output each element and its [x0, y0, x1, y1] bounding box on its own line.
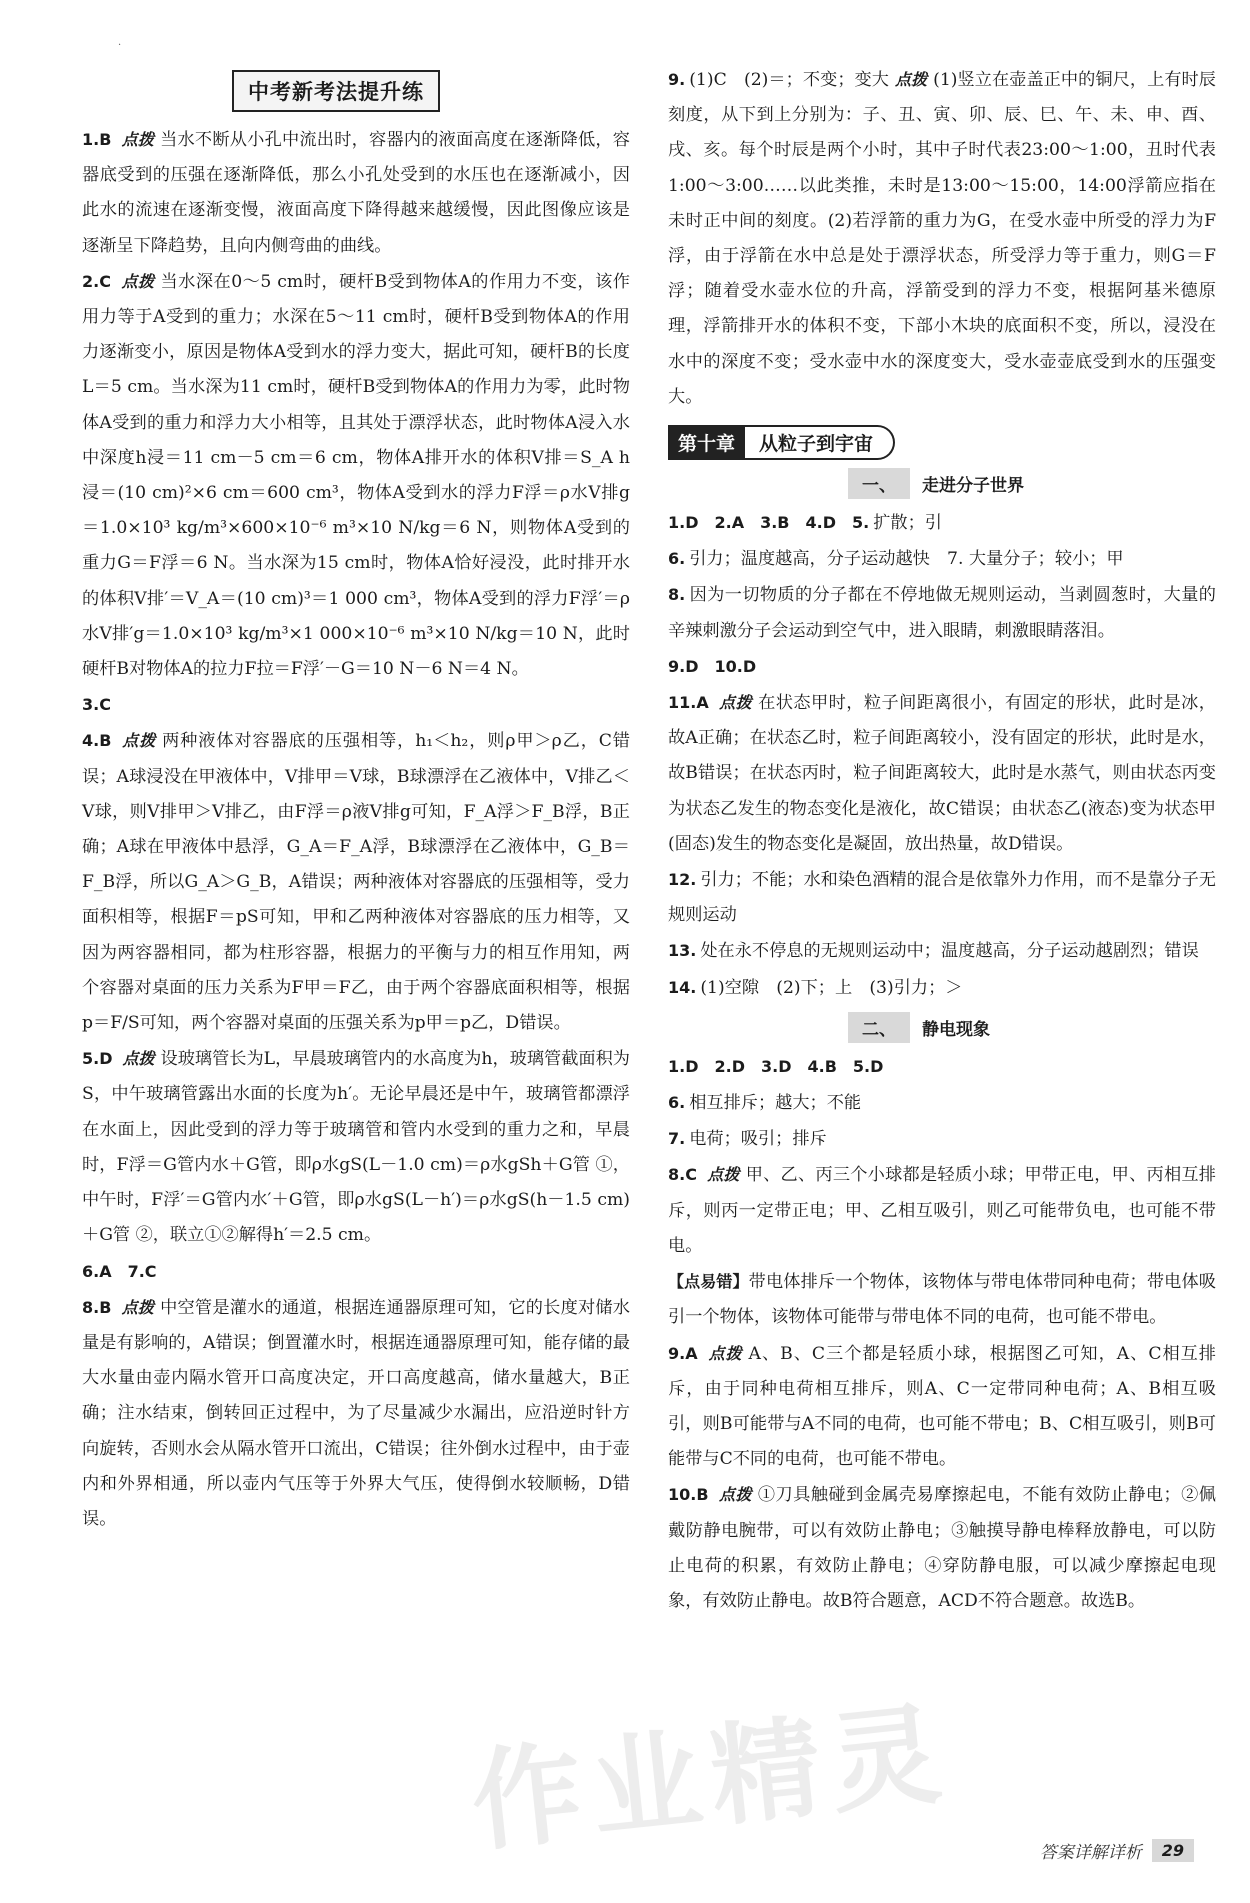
answer-text: 电荷；吸引；排斥: [689, 1129, 827, 1150]
answer-text: 甲、乙、丙三个小球都是轻质小球；甲带正电，甲、丙相互排斥，则丙一定带正电；甲、乙相互吸引，则乙可能带负电，也可能不带电。: [668, 1165, 1216, 1256]
answer-text: 因为一切物质的分子都在不停地做无规则运动，当剥圆葱时，大量的辛辣刺激分子会运动到空气中，进入眼睛，刺激眼睛落泪。: [668, 585, 1216, 641]
hint-label: 点拨: [706, 1165, 740, 1185]
answer-number: 9.D 10.D: [668, 656, 757, 676]
answer-number: 9.: [668, 70, 686, 89]
answer-number: 14.: [668, 977, 697, 997]
answer-text: (1)空隙 (2)下；上 (3)引力；＞: [700, 977, 963, 998]
subsection-number: 一、: [848, 468, 910, 499]
answer-item: [668, 1264, 1216, 1335]
answer-item: [668, 1121, 1216, 1157]
page-footer: [1040, 1838, 1194, 1863]
footer-text: 答案详解详析: [1039, 1843, 1142, 1863]
answer-number: 3.C: [82, 695, 111, 715]
chapter-name: 从粒子到宇宙: [745, 425, 895, 460]
answer-item: [668, 862, 1216, 933]
answer-text: 中空管是灌水的通道，根据连通器原理可知，它的长度对储水量是有影响的，A错误；倒置灌水时，根据连通器原理可知，能存储的最大水量由壶内隔水管开口高度决定，开口高度越高，储水量越大，B正确；注水结束，倒转回正过程中，为了尽量减少水漏出，应沿逆时针方向旋转，否则水会从隔水管开口流出，C错误；往外倒水过程中，由于壶内和外界相通，所以壶内气压等于外界大气压，使得倒水较顺畅，D错误。: [82, 1297, 630, 1529]
answer-number: 10.B: [668, 1485, 709, 1505]
answer-item: [668, 577, 1216, 648]
answer-text: A、B、C三个都是轻质小球，根据图乙可知，A、C相互排斥，由于同种电荷相互排斥，则A、C一定带同种电荷；A、B相互吸引，则B可能带与A不同的电荷，也可能不带电；B、C相互吸引，则B可能带与C不同的电荷，也可能不带电。: [668, 1343, 1216, 1470]
hint-label: 点拨: [718, 1485, 752, 1505]
answer-number: 11.A: [668, 693, 709, 713]
answer-number: 12.: [668, 870, 697, 890]
answer-number: 9.A: [668, 1343, 698, 1363]
answer-item: [668, 649, 1216, 685]
hint-label: 点拨: [120, 271, 155, 291]
answer-item: [82, 723, 630, 1041]
answer-text: 引力；不能；水和染色酒精的混合是依靠外力作用，而不是靠分子无规则运动: [668, 870, 1216, 926]
answer-number: 1.D 2.A 3.B 4.D 5.: [668, 513, 870, 533]
answer-item: [668, 1049, 1216, 1085]
answer-item: [668, 1157, 1216, 1264]
answer-text: 带电体排斥一个物体，该物体与带电体带同种电荷；带电体吸引一个物体，该物体可能带与带电体不同的电荷，也可能不带电。: [668, 1272, 1216, 1328]
right-bottom-answer-list: [668, 1049, 1216, 1619]
answer-item: [82, 1041, 630, 1253]
answer-number: 2.C: [82, 271, 111, 291]
left-column: [82, 62, 630, 1537]
answer-item: [668, 62, 1216, 415]
answer-text: 当水不断从小孔中流出时，容器内的液面高度在逐渐降低，容器底受到的压强在逐渐降低，那么小孔处受到的水压也在逐渐减小，因此水的流速在逐渐变慢，液面高度下降得越来越缓慢，因此图像应该是逐渐呈下降趋势，且向内侧弯曲的曲线。: [82, 130, 630, 256]
hint-label: 点拨: [121, 731, 157, 751]
answer-number: 1.D 2.D 3.D 4.B 5.D: [668, 1056, 884, 1076]
answer-item: [82, 122, 630, 264]
right-column: [668, 62, 1216, 1619]
answer-item: [668, 685, 1216, 862]
hint-label: 点拨: [121, 1297, 155, 1317]
answer-number: 7.: [668, 1129, 686, 1149]
answer-number: 8.B: [82, 1297, 112, 1317]
answer-item: [82, 687, 630, 723]
subsection-name: 走进分子世界: [922, 476, 1024, 497]
answer-short: (1)C (2)＝；不变；变大: [689, 70, 890, 90]
error-tip-label: 【点易错】: [668, 1272, 749, 1292]
answer-item: [82, 1254, 630, 1290]
answer-text: 当水深在0～5 cm时，硬杆B受到物体A的作用力不变，该作用力等于A受到的重力；水深在5～11 cm时，硬杆B受到物体A的作用力逐渐变小，原因是物体A受到水的浮力变大，据此可知，硬杆B的长度L＝5 cm。当水深为11 cm时，硬杆B受到物体A的作用力为零，此时物体A受到的重力和浮力大小相等，且其处于漂浮状态，此时物体A浸入水中深度h浸＝11 cm－5 cm＝6 cm，物体A排开水的体积V排＝S_A h浸＝(10 cm)²×6 cm＝600 cm³，物体A受到水的浮力F浮＝ρ水V排g＝1.0×10³ kg/m³×600×10⁻⁶ m³×10 N/kg＝6 N，则物体A受到的重力G＝F浮＝6 N。当水深为15 cm时，物体A恰好浸没，此时排开水的体积V排′＝V_A＝(10 cm)³＝1 000 cm³，物体A受到的浮力F浮′＝ρ水V排′g＝1.0×10³ kg/m³×1 000×10⁻⁶ m³×10 N/kg＝10 N，此时硬杆B对物体A的拉力F拉＝F浮′－G＝10 N－6 N＝4 N。: [82, 271, 630, 680]
answer-number: 8.C: [668, 1165, 697, 1185]
answer-number: 6.A 7.C: [82, 1261, 157, 1281]
subsection-name: 静电现象: [922, 1019, 990, 1040]
chapter-heading: [668, 425, 1216, 460]
answer-item: [668, 1336, 1216, 1478]
answer-item: [82, 264, 630, 687]
right-mid-answer-list: [668, 505, 1216, 1006]
answer-text: 设玻璃管长为L，早晨玻璃管内的水高度为h，玻璃管截面积为S，中午玻璃管露出水面的长度为h′。无论早晨还是中午，玻璃管都漂浮在水面上，因此受到的浮力等于玻璃管和管内水受到的重力之和，早晨时，F浮＝G管内水＋G管，即ρ水gS(L－1.0 cm)＝ρ水gSh＋G管 ①，中午时，F浮′＝G管内水′＋G管，即ρ水gS(L－h′)＝ρ水gS(h－1.5 cm)＋G管 ②，联立①②解得h′＝2.5 cm。: [82, 1049, 630, 1246]
answer-item: [668, 970, 1216, 1006]
right-top-answer-list: [668, 62, 1216, 415]
header-dot: ·: [118, 40, 122, 51]
answer-text: ①刀具触碰到金属壳易摩擦起电，不能有效防止静电；②佩戴防静电腕带，可以有效防止静电；③触摸导静电棒释放静电，可以防止电荷的积累，有效防止静电；④穿防静电服，可以减少摩擦起电现象，有效防止静电。故B符合题意，ACD不符合题意。故选B。: [668, 1485, 1216, 1611]
subsection-number: 二、: [848, 1012, 910, 1043]
answer-number: 6.: [668, 1093, 686, 1113]
section-title: 中考新考法提升练: [232, 70, 440, 112]
subsection-heading-1: [848, 468, 1216, 499]
answer-number: 13.: [668, 941, 697, 961]
answer-item: [668, 505, 1216, 541]
answer-item: [668, 933, 1216, 969]
hint-label: 点拨: [121, 130, 155, 149]
answer-item: [668, 541, 1216, 577]
subsection-heading-2: [848, 1012, 1216, 1043]
answer-text: 处在永不停息的无规则运动中；温度越高，分子运动越剧烈；错误: [700, 941, 1199, 962]
answer-text: 扩散；引: [873, 513, 942, 534]
answer-number: 4.B: [82, 731, 112, 751]
watermark: 作业精灵: [465, 1689, 957, 1867]
hint-label: 点拨: [895, 70, 928, 89]
page-number: 29: [1152, 1839, 1194, 1862]
answer-text: 在状态甲时，粒子间距离很小，有固定的形状，此时是冰，故A正确；在状态乙时，粒子间距离较小，没有固定的形状，此时是水，故B错误；在状态丙时，粒子间距离较大，此时是水蒸气，则由状态丙变为状态乙发生的物态变化是液化，故C错误；由状态乙(液态)变为状态甲(固态)发生的物态变化是凝固，放出热量，故D错误。: [668, 693, 1216, 854]
left-answer-list: [82, 122, 630, 1537]
hint-label: 点拨: [122, 1049, 155, 1069]
answer-number: 1.B: [82, 130, 112, 149]
chapter-number: 第十章: [668, 425, 745, 460]
hint-label: 点拨: [718, 693, 753, 713]
answer-text: 两种液体对容器底的压强相等，h₁＜h₂，则ρ甲＞ρ乙，C错误；A球浸没在甲液体中，V排甲＝V球，B球漂浮在乙液体中，V排乙＜V球，则V排甲＞V排乙，由F浮＝ρ液V排g可知，F_A浮＞F_B浮，B正确；A球在甲液体中悬浮，G_A＝F_A浮，B球漂浮在乙液体中，G_B＝F_B浮，所以G_A＞G_B，A错误；两种液体对容器底的压强相等，受力面积相等，根据F＝pS可知，甲和乙两种液体对容器底的压力相等，又因为两容器相同，都为柱形容器，根据力的平衡与力的相互作用知，两个容器对桌面的压力关系为F甲＝F乙，由于两个容器底面积相等，根据p＝F/S可知，两个容器对桌面的压强关系为p甲＝p乙，D错误。: [82, 731, 630, 1034]
answer-text: (1)竖立在壶盖正中的铜尺，上有时辰刻度，从下到上分别为：子、丑、寅、卯、辰、巳、午、未、申、酉、戌、亥。每个时辰是两个小时，其中子时代表23:00～1:00，丑时代表1:00～3:00……以此类推，未时是13:00～15:00，14:00浮箭应指在未时正中间的刻度。(2)若浮箭的重力为G，在受水壶中所受的浮力为F浮，由于浮箭在水中总是处于漂浮状态，所受浮力等于重力，则G＝F浮；随着受水壶水位的升高，浮箭受到的浮力不变，根据阿基米德原理，浮箭排开水的体积不变，下部小木块的底面积不变，所以，浸没在水中的深度不变；受水壶中水的深度变大，受水壶壶底受到水的压强变大。: [668, 70, 1216, 407]
hint-label: 点拨: [707, 1343, 743, 1363]
answer-item: [668, 1085, 1216, 1121]
answer-text: 引力；温度越高，分子运动越快 7. 大量分子；较小；甲: [689, 549, 1124, 570]
answer-number: 5.D: [82, 1049, 113, 1069]
answer-number: 6.: [668, 549, 686, 569]
answer-number: 8.: [668, 585, 686, 605]
answer-text: 相互排斥；越大；不能: [689, 1093, 862, 1114]
answer-item: [82, 1290, 630, 1537]
answer-item: [668, 1477, 1216, 1619]
